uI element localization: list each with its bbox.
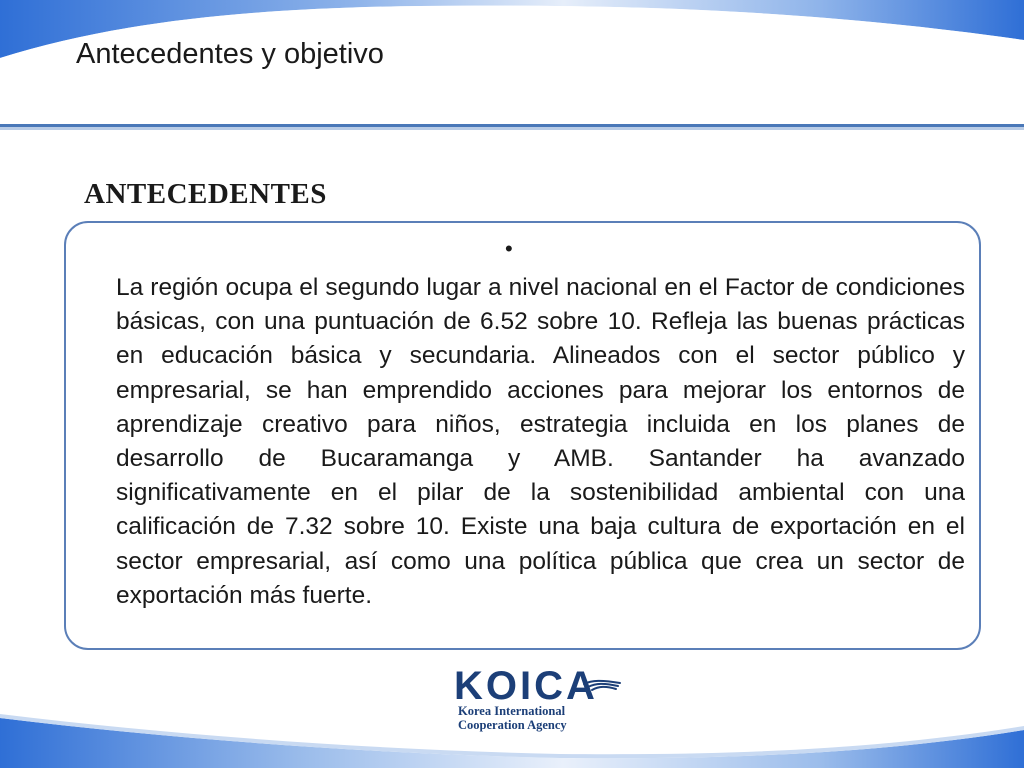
header-divider [0, 124, 1024, 132]
logo-subtitle-line1: Korea International [458, 704, 566, 718]
logo-subtitle-line2: Cooperation Agency [458, 718, 567, 732]
koica-logo [454, 664, 634, 734]
wing-icon [582, 674, 622, 694]
section-heading: ANTECEDENTES [84, 178, 327, 210]
bullet-marker: • [505, 236, 513, 261]
body-paragraph: La región ocupa el segundo lugar a nivel nacional en el Factor de condiciones básicas, con una puntuación de 6.52 sobre 10. Refleja las buenas prácticas en educación básica y secundaria. Alineados con el sector público y empresarial, se han emprendido acciones para mejorar los entornos de aprendizaje creativo para niños, estrategia incluida en los planes de desarrollo de Bucaramanga y AMB. Santander ha avanzado significativamente en el pilar de la sostenibilidad ambiental con una calificación de 7.32 sobre 10. Existe una baja cultura de exportación en el sector empresarial, así como una política pública que crea un sector de exportación más fuerte. [116, 274, 965, 609]
slide-title: Antecedentes y objetivo [76, 38, 384, 70]
logo-wordmark: KOICA [454, 664, 598, 708]
